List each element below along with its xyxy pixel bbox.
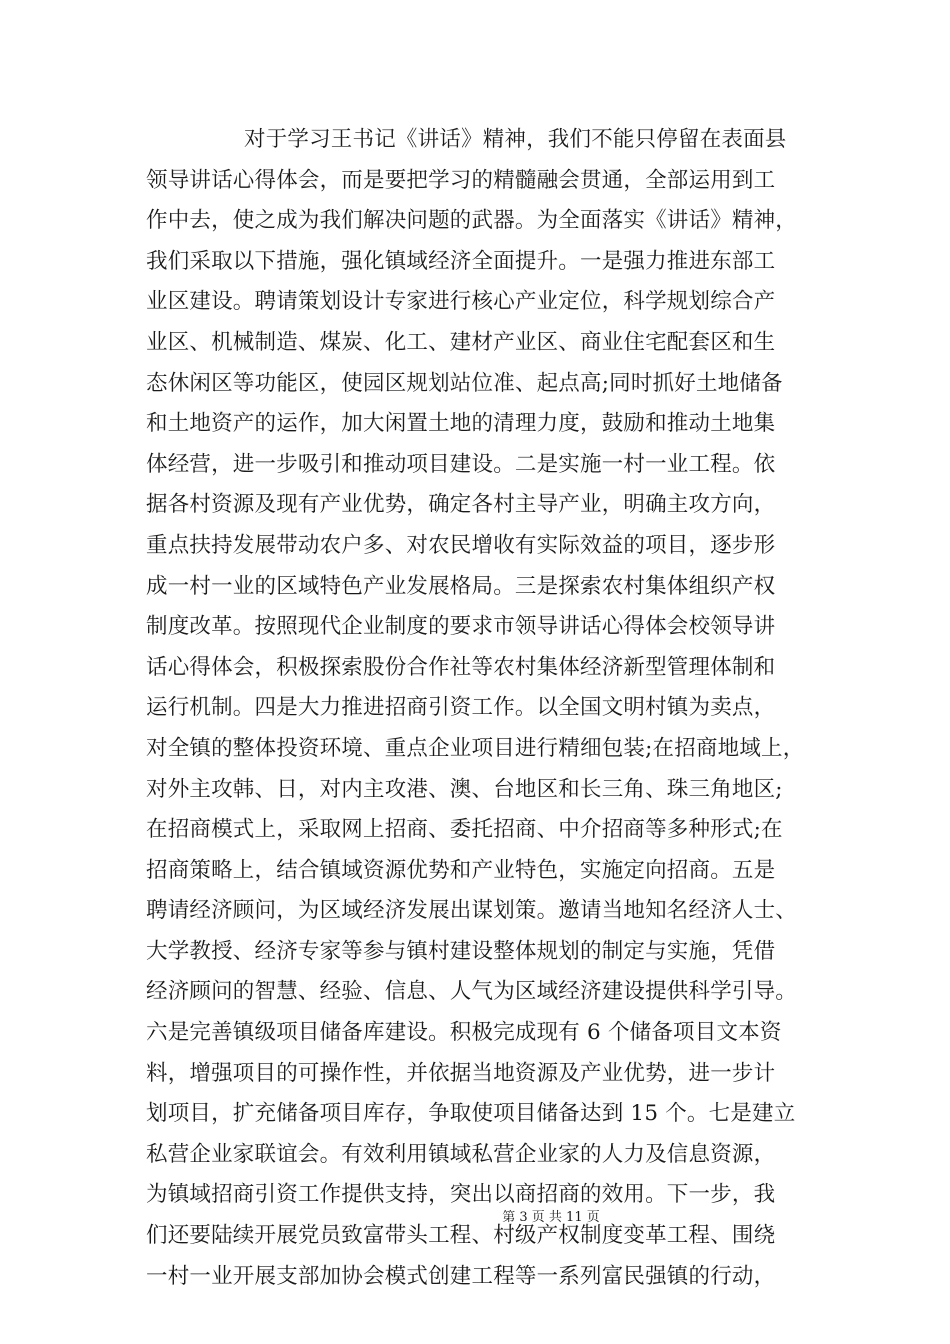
text-line: 对于学习王书记《讲话》精神，我们不能只停留在表面县: [244, 127, 787, 152]
text-line: 据各村资源及现有产业优势，确定各村主导产业，明确主攻方向，: [146, 492, 776, 518]
text-line: 话心得体会，积极探索股份合作社等农村集体经济新型管理体制和: [146, 654, 776, 680]
text-line: 私营企业家联谊会。有效利用镇域私营企业家的人力及信息资源，: [146, 1141, 776, 1167]
text-line: 体经营，进一步吸引和推动项目建设。二是实施一村一业工程。依: [146, 451, 776, 477]
text-line: 在招商模式上，采取网上招商、委托招商、中介招商等多种形式;在: [146, 817, 783, 843]
text-line: 为镇域招商引资工作提供支持，突出以商招商的效用。下一步，我: [146, 1182, 776, 1208]
text-line: 六是完善镇级项目储备库建设。积极完成现有 6 个储备项目文本资: [146, 1020, 782, 1046]
text-line: 重点扶持发展带动农户多、对农民增收有实际效益的项目，逐步形: [146, 532, 776, 558]
text-line: 成一村一业的区域特色产业发展格局。三是探索农村集体组织产权: [146, 573, 776, 599]
text-line: 聘请经济顾问，为区域经济发展出谋划策。邀请当地知名经济人士、: [146, 898, 798, 924]
text-line: 们还要陆续开展党员致富带头工程、村级产权制度变革工程、围绕: [146, 1223, 776, 1249]
page-footer: [0, 1206, 950, 1225]
text-line: 划项目，扩充储备项目库存，争取使项目储备达到 15 个。七是建立: [146, 1101, 796, 1127]
text-line: 对外主攻韩、日，对内主攻港、澳、台地区和长三角、珠三角地区;: [146, 776, 783, 802]
body-paragraph: [146, 120, 806, 1297]
text-line: 招商策略上，结合镇域资源优势和产业特色，实施定向招商。五是: [146, 857, 776, 883]
text-line: 业区、机械制造、煤炭、化工、建材产业区、商业住宅配套区和生: [146, 329, 776, 355]
text-line: 我们采取以下措施，强化镇域经济全面提升。一是强力推进东部工: [146, 248, 776, 274]
text-line: 大学教授、经济专家等参与镇村建设整体规划的制定与实施，凭借: [146, 938, 776, 964]
text-line: 一村一业开展支部加协会模式创建工程等一系列富民强镇的行动，: [146, 1263, 776, 1289]
text-line: 运行机制。四是大力推进招商引资工作。以全国文明村镇为卖点，: [146, 695, 776, 721]
text-line: 作中去，使之成为我们解决问题的武器。为全面落实《讲话》精神，: [146, 208, 798, 234]
text-line: 制度改革。按照现代企业制度的要求市领导讲话心得体会校领导讲: [146, 614, 776, 640]
text-line: 业区建设。聘请策划设计专家进行核心产业定位，科学规划综合产: [146, 289, 776, 315]
text-line: 和土地资产的运作，加大闲置土地的清理力度，鼓励和推动土地集: [146, 411, 776, 437]
text-line: 经济顾问的智慧、经验、信息、人气为区域经济建设提供科学引导。: [146, 979, 798, 1005]
text-line: 领导讲话心得体会，而是要把学习的精髓融会贯通，全部运用到工: [146, 167, 776, 193]
text-line: 料，增强项目的可操作性，并依据当地资源及产业优势，进一步计: [146, 1060, 776, 1086]
text-line: 态休闲区等功能区，使园区规划站位准、起点高;同时抓好土地储备: [146, 370, 783, 396]
page-number: 第 3 页 共 11 页: [502, 1210, 600, 1225]
text-line: 对全镇的整体投资环境、重点企业项目进行精细包装;在招商地域上，: [146, 735, 805, 761]
